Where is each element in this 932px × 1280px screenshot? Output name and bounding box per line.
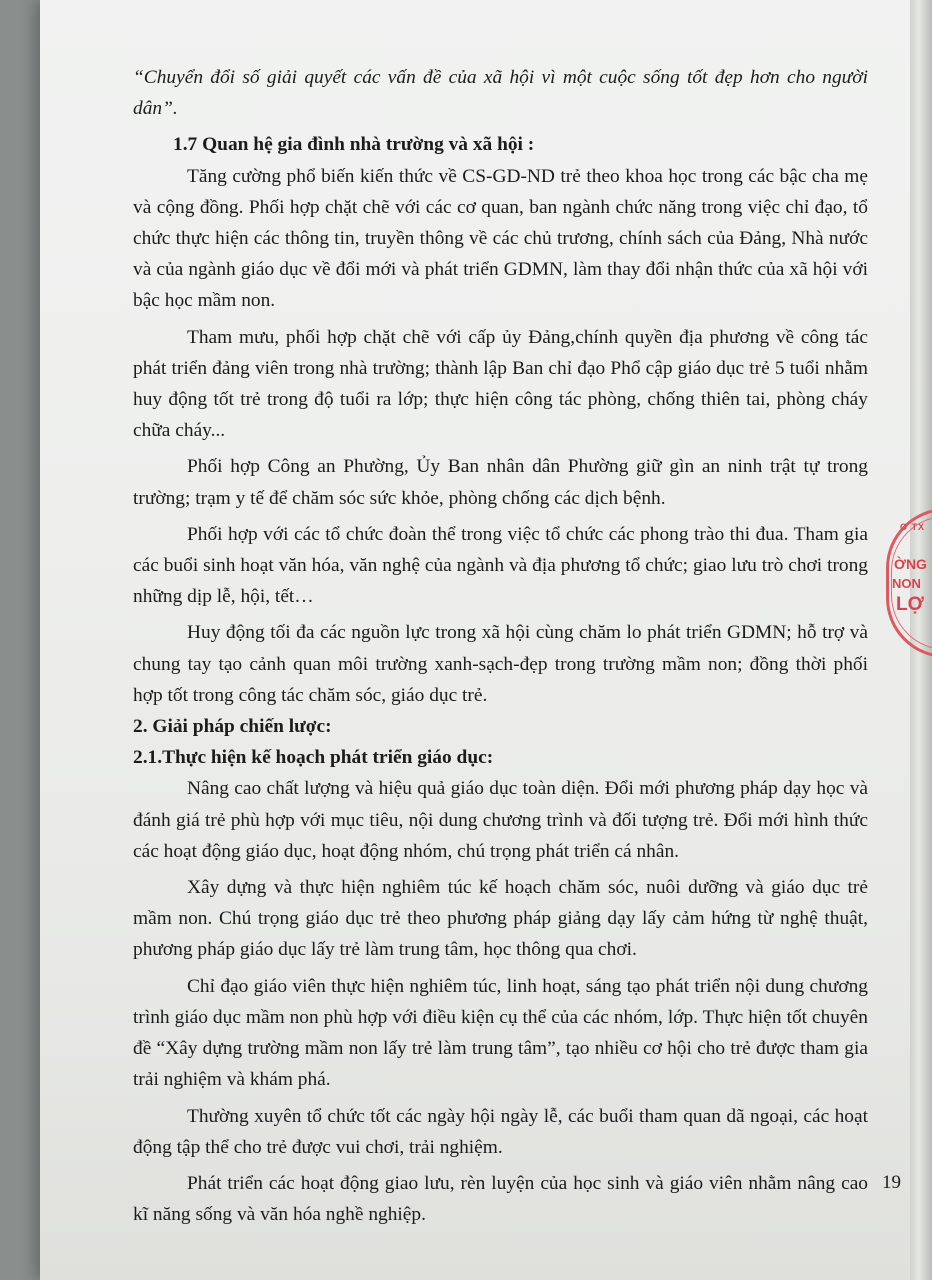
paragraph: Phối hợp với các tổ chức đoàn thể trong việc tổ chức các phong trào thi đua. Tham gia các buổi sinh hoạt văn hóa, văn nghệ của ngành và địa phương tổ chức; giao lưu trò chơi trong những dịp lễ, hội, tết… xyxy=(133,523,868,608)
school-seal-stamp xyxy=(886,508,932,658)
paragraph: Xây dựng và thực hiện nghiêm túc kế hoạch chăm sóc, nuôi dưỡng và giáo dục trẻ mầm non. Chú trọng giáo dục trẻ theo phương pháp giảng dạy lấy cảm hứng từ nghệ thuật, phương pháp giáo dục lấy trẻ làm trung tâm, học thông qua chơi. xyxy=(133,877,868,961)
section-1-7-heading: 1.7 Quan hệ gia đình nhà trường và xã hội : xyxy=(173,134,535,156)
stamp-text: NON xyxy=(892,576,921,591)
paragraph: Tham mưu, phối hợp chặt chẽ với cấp ủy Đảng,chính quyền địa phương về công tác phát triển đảng viên trong nhà trường; thành lập Ban chỉ đạo Phổ cập giáo dục trẻ 5 tuổi nhằm huy động tốt trẻ trong độ tuổi ra lớp; thực hiện công tác phòng, chống thiên tai, phòng cháy chữa cháy... xyxy=(133,326,868,442)
paragraph: Phát triển các hoạt động giao lưu, rèn luyện của học sinh và giáo viên nhằm nâng cao kĩ năng sống và văn hóa nghề nghiệp. xyxy=(133,1172,868,1226)
paragraph: Nâng cao chất lượng và hiệu quả giáo dục toàn diện. Đổi mới phương pháp dạy học và đánh giá trẻ phù hợp với mục tiêu, nội dung chương trình và đối tượng trẻ. Đổi mới hình thức các hoạt động giáo dục, hoạt động nhóm, chú trọng phát triển cá nhân. xyxy=(133,778,868,862)
document-page xyxy=(40,0,912,1280)
section-2-heading: 2. Giải pháp chiến lược: xyxy=(133,716,332,738)
paragraph: Chỉ đạo giáo viên thực hiện nghiêm túc, linh hoạt, sáng tạo phát triển nội dung chương trình giáo dục mầm non phù hợp với điều kiện cụ thể của các nhóm, lớp. Thực hiện tốt chuyên đề “Xây dựng trường mầm non lấy trẻ làm trung tâm”, tạo nhiều cơ hội cho trẻ được tham gia trải nghiệm và khám phá. xyxy=(133,975,868,1091)
section-2-1-heading: 2.1.Thực hiện kế hoạch phát triển giáo dục: xyxy=(133,747,494,769)
paragraph: Tăng cường phổ biến kiến thức về CS-GD-ND trẻ theo khoa học trong các bậc cha mẹ và cộng đồng. Phối hợp chặt chẽ với các cơ quan, ban ngành chức năng trong việc chỉ đạo, tổ chức thực hiện các thông tin, truyền thông về các chủ trương, chính sách của Đảng, Nhà nước và của ngành giáo dục về đổi mới và phát triển GDMN, làm thay đổi nhận thức của xã hội với bậc học mầm non. xyxy=(133,165,868,312)
stamp-text: LỢ xyxy=(896,594,924,615)
stamp-text: O TX xyxy=(900,522,926,532)
paragraph: Phối hợp Công an Phường, Ủy Ban nhân dân Phường giữ gìn an ninh trật tự trong trường; trạm y tế để chăm sóc sức khỏe, phòng chống các dịch bệnh. xyxy=(133,456,868,509)
page-number: 19 xyxy=(882,1172,901,1193)
page-body xyxy=(133,62,868,1230)
paragraph: Huy động tối đa các nguồn lực trong xã hội cùng chăm lo phát triển GDMN; hỗ trợ và chung tay tạo cảnh quan môi trường xanh-sạch-đẹp trong trường mầm non; đồng thời phối hợp tốt trong công tác chăm sóc, giáo dục trẻ. xyxy=(133,622,868,706)
stamp-text: ỜNG xyxy=(894,556,927,572)
opening-quote: “Chuyển đổi số giải quyết các vấn đề của xã hội vì một cuộc sống tốt đẹp hơn cho người dân”. xyxy=(133,67,868,120)
paragraph: Thường xuyên tổ chức tốt các ngày hội ngày lễ, các buổi tham quan dã ngoại, các hoạt động tập thể cho trẻ được vui chơi, trải nghiệm. xyxy=(133,1105,868,1158)
